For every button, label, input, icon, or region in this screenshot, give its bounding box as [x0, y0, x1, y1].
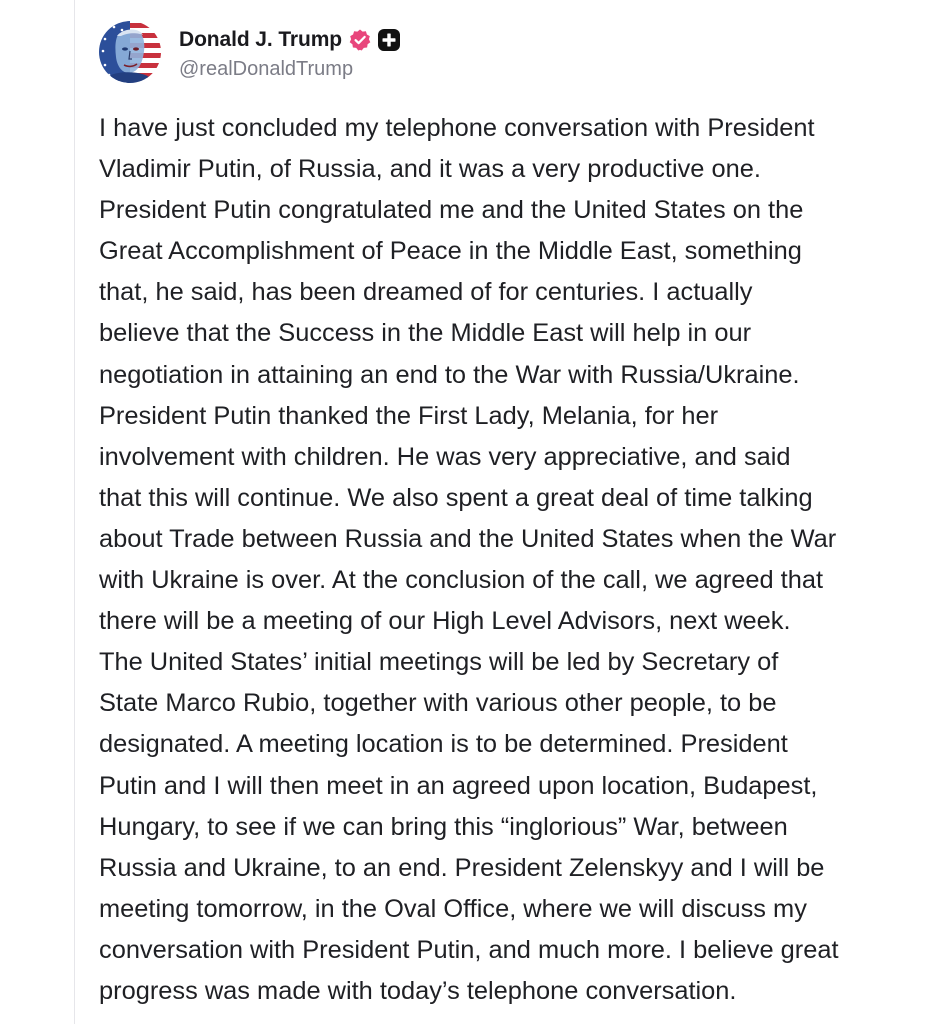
column-divider — [74, 0, 75, 1024]
author-name-row — [179, 24, 400, 56]
post-text: I have just concluded my telephone conversation with President Vladimir Putin, of Russia, and it was a very productive one. President Putin congratulated me and the United States on the Great Accomplishment of Peace in the Middle East, something that, he said, has been dreamed of for centuries. I actually believe that the Success in the Middle East will help in our negotiation in attaining an end to the War with Russia/Ukraine. President Putin thanked the First Lady, Melania, for her involvement with children. He was very appreciative, and said that this will continue. We also spent a great deal of time talking about Trade between Russia and the United States when the War with Ukraine is over. At the conclusion of the call, we agreed that there will be a meeting of our High Level Advisors, next week. The United States’ initial meetings will be led by Secretary of State Marco Rubio, together with various other people, to be designated. A meeting location is to be determined. President Putin and I will then meet in an agreed upon location, Budapest, Hungary, to see if we can bring this “inglorious” War, between Russia and Ukraine, to an end. President Zelenskyy and I will be meeting tomorrow, in the Oval Office, where we will discuss my conversation with President Putin, and much more. I believe great progress was made with today’s telephone conversation. — [99, 114, 839, 1005]
author-avatar[interactable] — [99, 21, 161, 83]
author-display-name[interactable]: Donald J. Trump — [179, 28, 343, 51]
plus-badge-icon — [378, 29, 400, 51]
author-handle[interactable]: @realDonaldTrump — [179, 58, 354, 80]
flag-portrait-avatar-icon — [99, 21, 161, 83]
verified-badge-icon — [348, 28, 372, 52]
